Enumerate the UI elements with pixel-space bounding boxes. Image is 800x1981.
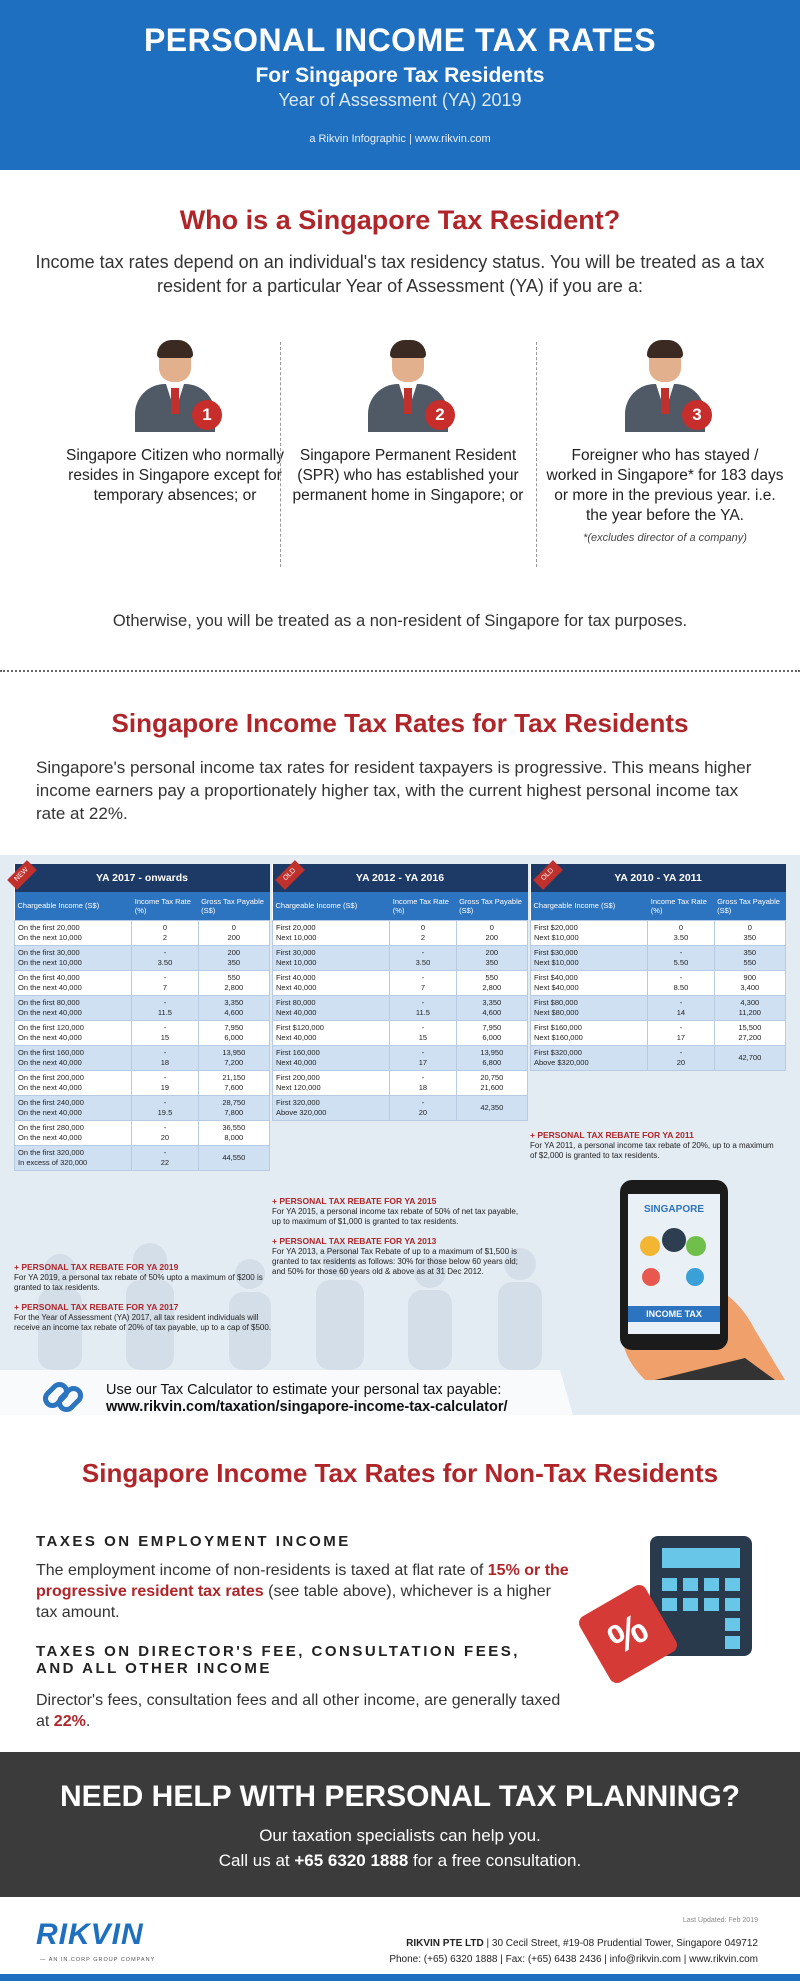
column-header: Gross Tax Payable (S$): [714, 892, 785, 920]
tax-rate-cell: - 11.5: [390, 995, 456, 1020]
column-header: Chargeable Income (S$): [531, 892, 648, 920]
who-section-title: Who is a Singapore Tax Resident?: [179, 205, 621, 235]
gross-tax-cell: 15,500 27,200: [714, 1020, 785, 1045]
table-row: [273, 1045, 528, 1070]
percent-tag-icon: %: [576, 1582, 680, 1686]
tax-rate-cell: - 5.50: [648, 945, 714, 970]
employment-text: The employment income of non-residents is taxed at flat rate of 15% or the progressive resident tax rates (see table above), whichever is a higher tax amount.: [36, 1562, 569, 1621]
gross-tax-cell: 20,750 21,600: [456, 1070, 527, 1095]
rebate-text: For the Year of Assessment (YA) 2017, all tax resident individuals will receive an income tax rebate of 20% of tax payable, up to a cap of $500.: [14, 1313, 272, 1332]
gross-tax-cell: 42,350: [456, 1095, 527, 1120]
table-row: [15, 945, 270, 970]
table-row: [15, 1045, 270, 1070]
calculator-url[interactable]: www.rikvin.com/taxation/singapore-income-tax-calculator/: [106, 1399, 508, 1415]
gross-tax-cell: 7,950 6,000: [456, 1020, 527, 1045]
gross-tax-cell: 44,550: [198, 1145, 269, 1170]
chargeable-income-cell: On the first 40,000 On the next 40,000: [15, 970, 132, 995]
tax-rate-cell: - 18: [132, 1045, 198, 1070]
new-tag: NEW: [7, 860, 37, 890]
table-row: [273, 1070, 528, 1095]
tax-rate-cell: 0 2: [390, 920, 456, 945]
rebate-ya2017: [14, 1302, 284, 1333]
table-row: [273, 920, 528, 945]
chargeable-income-cell: First 80,000 Next 40,000: [273, 995, 390, 1020]
old-tag: OLD: [275, 860, 305, 890]
table-row: [531, 1020, 786, 1045]
person-icon: [620, 340, 710, 432]
section-divider: [0, 670, 800, 672]
rebate-ya2019: [14, 1262, 284, 1293]
tax-rate-cell: - 17: [390, 1045, 456, 1070]
tax-rate-cell: 0 3.50: [648, 920, 714, 945]
cta-phone[interactable]: +65 6320 1888: [294, 1851, 409, 1870]
number-badge: 2: [425, 400, 455, 430]
tax-rate-cell: - 15: [390, 1020, 456, 1045]
chargeable-income-cell: On the first 80,000 On the next 40,000: [15, 995, 132, 1020]
resident-type-2: [288, 340, 528, 506]
chargeable-income-cell: First 200,000 Next 120,000: [273, 1070, 390, 1095]
chargeable-income-cell: On the first 280,000 On the next 40,000: [15, 1120, 132, 1145]
tax-table-ya2017: [14, 864, 270, 1171]
table-title: YA 2010 - YA 2011: [531, 864, 786, 892]
rebate-ya2015: [272, 1196, 524, 1227]
table-title: YA 2012 - YA 2016: [273, 864, 528, 892]
divider: [536, 342, 537, 567]
table-row: [273, 995, 528, 1020]
table-row: [273, 1095, 528, 1120]
tax-rate-cell: 0 2: [132, 920, 198, 945]
table-row: [531, 995, 786, 1020]
rebate-text: For YA 2015, a personal income tax rebate of 50% of net tax payable, up to maximum of $1,000 is granted to tax residents.: [272, 1207, 519, 1226]
rebate-title: + PERSONAL TAX REBATE FOR YA 2017: [14, 1302, 179, 1312]
chargeable-income-cell: First $160,000 Next $160,000: [531, 1020, 648, 1045]
gross-tax-cell: 13,950 7,200: [198, 1045, 269, 1070]
column-header: Gross Tax Payable (S$): [198, 892, 269, 920]
table-row: [273, 1020, 528, 1045]
gross-tax-cell: 4,300 11,200: [714, 995, 785, 1020]
divider: [280, 342, 281, 567]
rebate-ya2011: [530, 1130, 780, 1161]
chargeable-income-cell: On the first 200,000 On the next 40,000: [15, 1070, 132, 1095]
rebate-title: + PERSONAL TAX REBATE FOR YA 2011: [530, 1130, 694, 1140]
last-updated: Last Updated: Feb 2019: [682, 1917, 758, 1924]
rebate-text: For YA 2019, a personal tax rebate of 50% upto a maximum of $200 is granted to tax residents.: [14, 1273, 263, 1292]
column-header: Income Tax Rate (%): [648, 892, 714, 920]
gross-tax-cell: 550 2,800: [456, 970, 527, 995]
column-header: Chargeable Income (S$): [15, 892, 132, 920]
chargeable-income-cell: First 30,000 Next 10,000: [273, 945, 390, 970]
phone-icon: [620, 1180, 728, 1350]
rates-section-title: Singapore Income Tax Rates for Tax Residents: [111, 708, 689, 738]
tax-rate-cell: - 7: [390, 970, 456, 995]
tax-table-ya2012: [272, 864, 528, 1121]
employment-heading: TAXES ON EMPLOYMENT INCOME: [36, 1533, 351, 1550]
tax-rate-cell: - 22: [132, 1145, 198, 1170]
link-icon: [40, 1374, 86, 1420]
tax-rate-cell: - 18: [390, 1070, 456, 1095]
resident-type-3: [545, 340, 785, 544]
table-row: [273, 970, 528, 995]
tax-rate-cell: - 20: [390, 1095, 456, 1120]
footer-bar: [0, 1974, 800, 1981]
table-row: [15, 1020, 270, 1045]
tax-rate-cell: - 3.50: [390, 945, 456, 970]
footer-address: RIKVIN PTE LTD | 30 Cecil Street, #19-08 Prudential Tower, Singapore 049712: [406, 1938, 758, 1949]
gross-tax-cell: 3,350 4,600: [198, 995, 269, 1020]
resident-type-text: Foreigner who has stayed / worked in Singapore* for 183 days or more in the previous year. i.e. the year before the YA.: [546, 447, 784, 524]
page-subtitle: For Singapore Tax Residents: [255, 64, 545, 87]
rebate-title: + PERSONAL TAX REBATE FOR YA 2013: [272, 1236, 437, 1246]
table-row: [15, 1070, 270, 1095]
number-badge: 1: [192, 400, 222, 430]
rebate-ya2013: [272, 1236, 524, 1277]
tax-rate-cell: - 14: [648, 995, 714, 1020]
resident-type-1: [55, 340, 295, 506]
cta-banner: [0, 1752, 800, 1897]
chargeable-income-cell: First $40,000 Next $40,000: [531, 970, 648, 995]
rebate-title: + PERSONAL TAX REBATE FOR YA 2015: [272, 1196, 437, 1206]
gross-tax-cell: 3,350 4,600: [456, 995, 527, 1020]
chargeable-income-cell: First 320,000 Above 320,000: [273, 1095, 390, 1120]
table-row: [531, 1045, 786, 1070]
tax-rate-cell: - 11.5: [132, 995, 198, 1020]
rebate-title: + PERSONAL TAX REBATE FOR YA 2019: [14, 1262, 179, 1272]
chargeable-income-cell: First 20,000 Next 10,000: [273, 920, 390, 945]
gross-tax-cell: 13,950 6,800: [456, 1045, 527, 1070]
table-row: [15, 1145, 270, 1170]
number-badge: 3: [682, 400, 712, 430]
table-row: [15, 920, 270, 945]
table-row: [15, 995, 270, 1020]
gross-tax-cell: 42,700: [714, 1045, 785, 1070]
chargeable-income-cell: On the first 120,000 On the next 40,000: [15, 1020, 132, 1045]
chargeable-income-cell: First 40,000 Next 40,000: [273, 970, 390, 995]
chargeable-income-cell: First $80,000 Next $80,000: [531, 995, 648, 1020]
chargeable-income-cell: First $120,000 Next 40,000: [273, 1020, 390, 1045]
chargeable-income-cell: On the first 240,000 On the next 40,000: [15, 1095, 132, 1120]
tax-table-ya2010: [530, 864, 786, 1071]
director-text: Director's fees, consultation fees and all other income, are generally taxed at 22%.: [36, 1692, 561, 1730]
director-heading: TAXES ON DIRECTOR'S FEE, CONSULTATION FEES, AND ALL OTHER INCOME: [36, 1643, 520, 1677]
resident-type-text: Singapore Permanent Resident (SPR) who has established your permanent home in Singapore; or: [292, 447, 524, 504]
tax-rate-cell: - 7: [132, 970, 198, 995]
footnote: *(excludes director of a company): [583, 532, 747, 544]
year-of-assessment: Year of Assessment (YA) 2019: [278, 90, 522, 110]
calculator-link[interactable]: [106, 1382, 508, 1416]
chargeable-income-cell: First $320,000 Above $320,000: [531, 1045, 648, 1070]
table-row: [531, 970, 786, 995]
gross-tax-cell: 900 3,400: [714, 970, 785, 995]
column-header: Income Tax Rate (%): [132, 892, 198, 920]
resident-type-text: Singapore Citizen who normally resides in Singapore except for temporary absences; or: [66, 447, 284, 504]
non-resident-note: Otherwise, you will be treated as a non-resident of Singapore for tax purposes.: [112, 612, 688, 630]
tax-rate-cell: - 19: [132, 1070, 198, 1095]
gross-tax-cell: 0 200: [456, 920, 527, 945]
page-title: PERSONAL INCOME TAX RATES: [143, 22, 657, 58]
column-header: Gross Tax Payable (S$): [456, 892, 527, 920]
phone-screen-title: SINGAPORE: [643, 1204, 704, 1215]
gross-tax-cell: 0 200: [198, 920, 269, 945]
person-icon: [130, 340, 220, 432]
rates-intro-text: Singapore's personal income tax rates for resident taxpayers is progressive. This means higher income earners pay a proportionately higher tax, with the current highest personal income tax rate at 22%.: [36, 758, 752, 823]
chargeable-income-cell: On the first 320,000 In excess of 320,000: [15, 1145, 132, 1170]
chargeable-income-cell: On the first 160,000 On the next 40,000: [15, 1045, 132, 1070]
chargeable-income-cell: First $20,000 Next $10,000: [531, 920, 648, 945]
rikvin-logo[interactable]: RIKVIN: [36, 1918, 144, 1951]
gross-tax-cell: 7,950 6,000: [198, 1020, 269, 1045]
table-row: [531, 945, 786, 970]
table-row: [15, 1095, 270, 1120]
person-icon: [363, 340, 453, 432]
rebate-text: For YA 2013, a Personal Tax Rebate of up to a maximum of $1,500 is granted to tax residents as follows: 30% for those below 60 years old; and 50% for those 60 years old & above as at 31 Dec 2012.: [272, 1247, 518, 1276]
tax-rate-cell: - 19.5: [132, 1095, 198, 1120]
table-row: [273, 945, 528, 970]
tax-rate-cell: - 20: [648, 1045, 714, 1070]
cta-title: NEED HELP WITH PERSONAL TAX PLANNING?: [59, 1780, 741, 1813]
table-row: [15, 1120, 270, 1145]
footer-contact: Phone: (+65) 6320 1888 | Fax: (+65) 6438 2436 | info@rikvin.com | www.rikvin.com: [389, 1954, 758, 1965]
column-header: Income Tax Rate (%): [390, 892, 456, 920]
gross-tax-cell: 21,150 7,600: [198, 1070, 269, 1095]
logo-tagline: — AN IN.CORP GROUP COMPANY: [40, 1957, 156, 1963]
rebate-text: For YA 2011, a personal income tax rebate of 20%, up to a maximum of $2,000 is granted to tax residents.: [530, 1141, 774, 1160]
tax-rate-cell: - 20: [132, 1120, 198, 1145]
tax-rate-cell: - 8.50: [648, 970, 714, 995]
table-row: [531, 920, 786, 945]
gross-tax-cell: 200 350: [198, 945, 269, 970]
phone-screen-label: INCOME TAX: [628, 1306, 720, 1322]
gross-tax-cell: 0 350: [714, 920, 785, 945]
who-intro-text: Income tax rates depend on an individual's tax residency status. You will be treated as a tax resident for a particular Year of Assessment (YA) if you are a:: [35, 252, 765, 296]
gross-tax-cell: 350 550: [714, 945, 785, 970]
gross-tax-cell: 550 2,800: [198, 970, 269, 995]
table-title: YA 2017 - onwards: [15, 864, 270, 892]
tax-rate-cell: - 17: [648, 1020, 714, 1045]
cta-line-2: Call us at +65 6320 1888 for a free consultation.: [218, 1851, 582, 1870]
chargeable-income-cell: On the first 20,000 On the next 10,000: [15, 920, 132, 945]
tax-rate-cell: - 3.50: [132, 945, 198, 970]
old-tag: OLD: [533, 860, 563, 890]
gross-tax-cell: 28,750 7,800: [198, 1095, 269, 1120]
tax-rate-cell: - 15: [132, 1020, 198, 1045]
chargeable-income-cell: On the first 30,000 On the next 10,000: [15, 945, 132, 970]
nonres-section-title: Singapore Income Tax Rates for Non-Tax Residents: [81, 1458, 719, 1488]
gross-tax-cell: 36,550 8,000: [198, 1120, 269, 1145]
header-banner: [0, 0, 800, 170]
calculator-text: Use our Tax Calculator to estimate your personal tax payable:: [106, 1382, 502, 1398]
header-credit[interactable]: a Rikvin Infographic | www.rikvin.com: [309, 133, 491, 145]
chargeable-income-cell: First 160,000 Next 40,000: [273, 1045, 390, 1070]
chargeable-income-cell: First $30,000 Next $10,000: [531, 945, 648, 970]
cta-line-1: Our taxation specialists can help you.: [259, 1826, 541, 1845]
gross-tax-cell: 200 350: [456, 945, 527, 970]
table-row: [15, 970, 270, 995]
column-header: Chargeable Income (S$): [273, 892, 390, 920]
